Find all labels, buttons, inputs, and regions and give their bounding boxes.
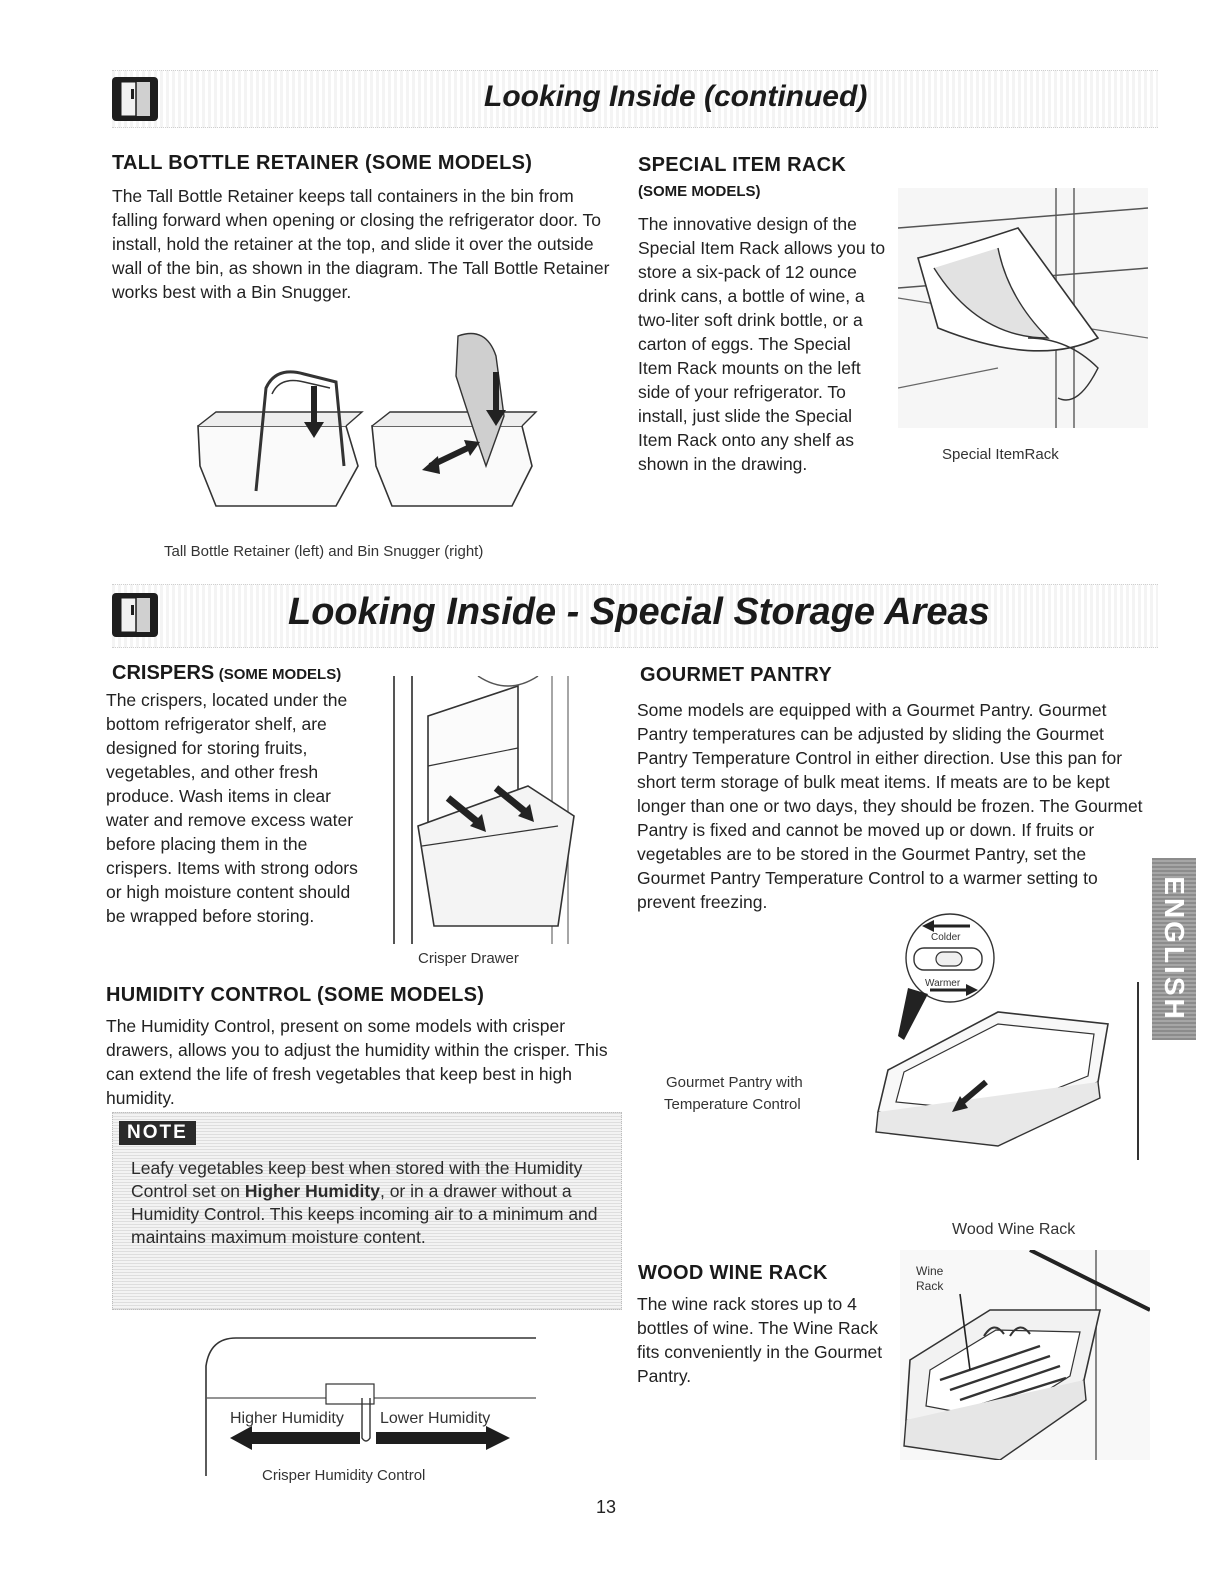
dial-colder-label: Colder bbox=[931, 932, 961, 943]
wine-heading: WOOD WINE RACK bbox=[638, 1262, 828, 1284]
gourmet-caption-line1: Gourmet Pantry with bbox=[666, 1074, 803, 1091]
note-box bbox=[112, 1112, 622, 1310]
humidity-caption: Crisper Humidity Control bbox=[262, 1467, 426, 1484]
language-tab bbox=[1152, 858, 1196, 1040]
humidity-figure bbox=[196, 1326, 546, 1476]
crispers-body: The crispers, located under the bottom refrigerator shelf, are designed for storing fruits, vegetables, and other fresh produce. Wash items in clear water and remove excess water before placing them in the crispers. Items with strong odors or high moisture content should be wrapped before storing. bbox=[106, 690, 358, 926]
crispers-heading-suffix: (SOME MODELS) bbox=[218, 666, 342, 683]
tall-bottle-figure bbox=[186, 316, 556, 516]
tall-bottle-caption: Tall Bottle Retainer (left) and Bin Snugger (right) bbox=[164, 543, 484, 560]
gourmet-caption-line2: Temperature Control bbox=[664, 1096, 801, 1113]
gourmet-body: Some models are equipped with a Gourmet Pantry. Gourmet Pantry temperatures can be adjusted by sliding the Gourmet Pantry Temperature Control in either direction. Use this pan for short term storage of bulk meat items. If meats are to be kept longer than one or two days, they should be frozen. The Gourmet Pantry is fixed and cannot be moved up or down. If fruits or vegetables are to be stored in the Gourmet Pantry, set the Gourmet Pantry Temperature Control to a warmer setting to prevent freezing. bbox=[637, 700, 1143, 912]
wine-label-line2: Rack bbox=[916, 1279, 944, 1293]
crispers-heading-group bbox=[112, 662, 341, 685]
note-label: NOTE bbox=[119, 1121, 196, 1145]
wine-body: The wine rack stores up to 4 bottles of wine. The Wine Rack fits conveniently in the Gourmet Pantry. bbox=[637, 1294, 883, 1386]
special-item-heading: SPECIAL ITEM RACK bbox=[638, 154, 847, 176]
dial-warmer-label: Warmer bbox=[925, 978, 961, 989]
humidity-label-higher: Higher Humidity bbox=[230, 1410, 344, 1427]
language-tab-label: ENGLISH bbox=[1159, 876, 1190, 1022]
special-item-figure bbox=[898, 188, 1148, 428]
tall-bottle-body: The Tall Bottle Retainer keeps tall containers in the bin from falling forward when opening or closing the refrigerator door. To install, hold the retainer at the top, and slide it over the outside wall of the bin, as shown in the diagram. The Tall Bottle Retainer works best with a Bin Snugger. bbox=[112, 186, 610, 302]
crispers-heading: CRISPERS bbox=[112, 662, 215, 684]
section-banner-special-storage bbox=[112, 584, 1158, 648]
gourmet-figure bbox=[868, 912, 1154, 1160]
note-text bbox=[131, 1157, 609, 1249]
refrigerator-icon bbox=[112, 593, 158, 637]
humidity-heading: HUMIDITY CONTROL (SOME MODELS) bbox=[106, 984, 485, 1006]
special-item-subheading: (SOME MODELS) bbox=[638, 183, 761, 200]
gourmet-heading: GOURMET PANTRY bbox=[640, 664, 832, 686]
page-title-continued: Looking Inside (continued) bbox=[484, 80, 868, 113]
special-item-caption: Special ItemRack bbox=[942, 446, 1059, 463]
refrigerator-icon bbox=[112, 77, 158, 121]
page-number: 13 bbox=[596, 1497, 617, 1517]
page-title-special-storage: Looking Inside - Special Storage Areas bbox=[288, 591, 990, 633]
note-text-emphasis: Higher Humidity bbox=[244, 1181, 380, 1201]
tall-bottle-heading: TALL BOTTLE RETAINER (SOME MODELS) bbox=[112, 152, 533, 174]
wine-caption: Wood Wine Rack bbox=[952, 1221, 1076, 1238]
note-text-start: Leafy vegetables keep best when stored with the Humidity Control set on bbox=[131, 1158, 583, 1201]
special-item-body: The innovative design of the Special Item Rack allows you to store a six-pack of 12 ounce drink cans, a bottle of wine, a two-liter soft drink bottle, or a carton of eggs. The Special Item Rack mounts on the left side of your refrigerator. To install, just slide the Special Item Rack onto any shelf as shown in the drawing. bbox=[638, 214, 886, 474]
humidity-body: The Humidity Control, present on some models with crisper drawers, allows you to adjust the humidity within the crisper. This can extend the life of fresh vegetables that keep best in high humidity. bbox=[106, 1016, 608, 1108]
section-banner-continued bbox=[112, 70, 1158, 128]
crisper-caption: Crisper Drawer bbox=[418, 950, 519, 967]
note-text-end: , or in a drawer without a Humidity Control. This keeps incoming air to a minimum and maintains maximum moisture content. bbox=[131, 1181, 598, 1247]
wine-label-line1: Wine bbox=[916, 1264, 944, 1278]
crisper-figure bbox=[378, 676, 610, 944]
humidity-label-lower: Lower Humidity bbox=[380, 1410, 491, 1427]
